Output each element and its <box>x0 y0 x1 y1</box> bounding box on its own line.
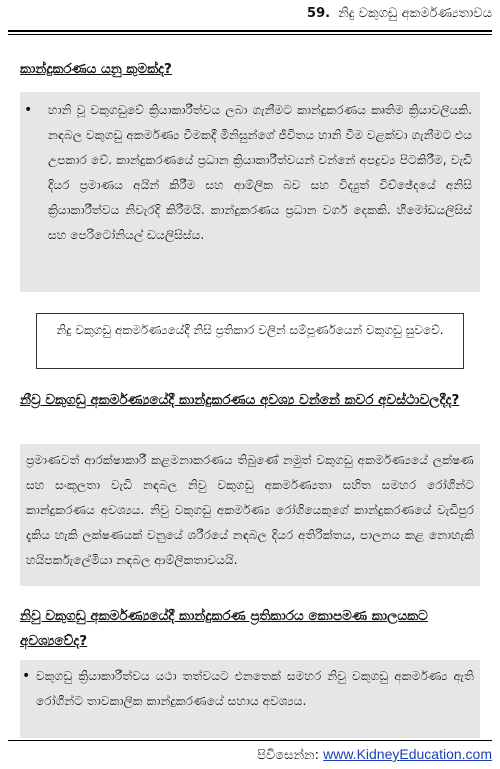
section-when-dialysis-needed-body <box>20 444 480 586</box>
header-divider <box>8 34 492 35</box>
section-dialysis-duration <box>20 604 480 654</box>
callout-box <box>36 313 464 369</box>
page-number: 59. <box>307 6 331 21</box>
section-dialysis-duration-body <box>20 660 480 738</box>
section-heading: නිවු වකුගඩු අකර්මණ්‍යයේදී කාන්දුකරණ ප්‍රතිකාරය කොපමණ කාලයකට අවශ්‍යවේද? <box>20 608 428 649</box>
section-what-is-dialysis <box>20 58 480 80</box>
section-what-is-dialysis-body <box>20 92 480 292</box>
section-when-dialysis-needed <box>20 388 480 413</box>
section-heading: කාන්දුකරණය යනු කුමක්ද? <box>20 61 172 77</box>
bullet-marker: • <box>24 102 33 118</box>
page-header <box>8 0 492 32</box>
chapter-title: නිදු වකුගඩු අකර්මණ්‍යතාවය <box>338 6 492 21</box>
paragraph: හානි වූ වකුගඩුවේ ක්‍රියාකාරීත්වය ලබා ගැනීමට කාන්දුකරණය කෘතිම ක්‍රියාවලියකි. නඳබල වකුගඩු අකර්මණ්‍ය වීමකදී මිනිසුන්ගේ ජීවිතය හානි වීම වළක්වා ගැනීමට එය උපකාර වේ. කාන්දුකරණයේ ප්‍රධාන ක්‍රියාකාරීත්වයන් වන්නේ අපද්‍රව්‍ය පිටකිරීම, වැඩි දියර ප්‍රමාණය අයින් කිරීම සහ ආම්ලික බව සහ විද්‍යුත් විච්ඡේදයේ අනිසි ක්‍රියාකාරීත්වය නිවැරදි කිරීමයි. කාන්දුකරණය ප්‍රධාන වර්ග දෙකකි. හීමෝඩයලිසිස් සහ පෙරිටෝනියල් ඩයලිසිස්ය. <box>48 103 472 242</box>
callout-text: නිදු වකුගඩු අකර්මණ්‍යයේදී නිසි ප්‍රතිකාර වලින් සම්පූර්ණයෙන් වකුගඩු සුවවේ. <box>56 323 444 337</box>
website-link[interactable]: www.KidneyEducation.com <box>323 746 492 762</box>
paragraph: වකුගඩු ක්‍රියාකාරීත්වය යථා තත්වයට එනතෙක් සමහර නිවු වකුගඩු අකර්මණ්‍ය ඇති රෝගීන්ට තාවකාලික කාන්දුකරණයේ සහාය අවශ්‍යය. <box>36 669 474 708</box>
footer-label: පිවිසෙන්න: <box>257 748 319 763</box>
paragraph: ප්‍රමාණවත් ආරක්ෂාකාරී කළමනාකරණය තිබුණේ නමුත් වකුගඩු අකර්මණ්‍යයේ ලක්ෂණ සහ සංකූලතා වැඩි නඳබල නිවු වකුගඩු අකර්මණ්‍යතා සහිත සමහර රෝගීන්ට කාන්දුකරණය අවශ්‍යය. නිවු වකුගඩු අකර්මණ්‍ය රෝගියෙකුගේ කාන්දුකරණයේ වැඩිපුර දැකිය හැකි ලක්ෂණයක් වනුයේ ශරීරයේ නඳබල දියර අතිරික්තය, පාලනය කළ නොහැකි හයිපර්කැලේමියා නඳබල ආම්ලිකතාවයයි. <box>26 453 474 567</box>
bullet-marker: • <box>22 668 31 684</box>
section-heading: නීව්‍ර වකුගඩු අකර්මණ්‍යයේදී කාන්දුකරණය අවශ්‍ය වන්නේ කවර අවස්ථාවලදීද? <box>20 392 460 408</box>
page-footer <box>8 740 492 768</box>
